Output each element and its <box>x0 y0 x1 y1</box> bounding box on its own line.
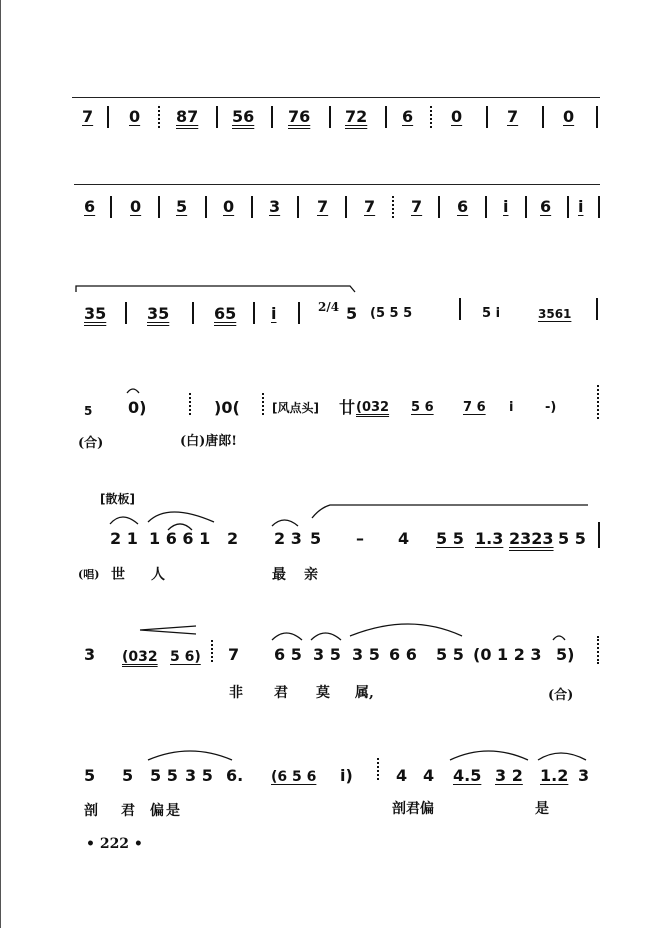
barline <box>596 298 598 320</box>
note-group: 3 2 <box>495 766 523 785</box>
note: i <box>509 400 514 415</box>
barline <box>485 196 487 218</box>
note-group: 5 i <box>482 306 501 321</box>
note: 5 <box>310 529 322 548</box>
barline <box>192 302 194 324</box>
staff-top-rule <box>74 184 600 185</box>
row5-slur-1 <box>110 517 138 524</box>
lyric: 最 <box>272 567 286 583</box>
note: 0 <box>451 107 463 126</box>
barline <box>542 106 544 128</box>
row6-slur-3 <box>350 624 462 636</box>
barline <box>486 106 488 128</box>
barline <box>459 298 461 320</box>
note: 72 <box>345 107 368 126</box>
note-group: 5 6 <box>411 400 434 415</box>
barline <box>110 196 112 218</box>
rest-group: )0( <box>214 398 240 417</box>
row5-slur-2 <box>148 512 214 522</box>
note: 4 <box>396 766 408 785</box>
note-group: 3 5 <box>185 766 213 785</box>
note-group: 6 5 <box>274 645 302 664</box>
lyric: 君 <box>274 685 288 701</box>
note: 6 <box>84 197 96 216</box>
row5-slur-4 <box>272 520 298 526</box>
lyric: 偏 <box>150 803 164 819</box>
note: 35 <box>147 304 170 323</box>
note: 7 <box>364 197 376 216</box>
barline <box>262 393 264 415</box>
fermata-note: 5 <box>346 304 358 323</box>
row7-slur-1 <box>148 751 232 760</box>
lyric-sing: (唱) <box>78 568 100 581</box>
row3-bracket <box>76 286 355 292</box>
free-meter-mark: 廿 <box>339 398 356 417</box>
note: 5 <box>84 766 96 785</box>
note: 4 <box>423 766 435 785</box>
barline <box>189 393 191 415</box>
note: 7 <box>317 197 329 216</box>
barline <box>567 196 569 218</box>
note-group: (032 <box>122 649 158 665</box>
lyric-chorus: (合) <box>78 436 104 451</box>
note-group: 2 1 <box>110 529 138 548</box>
row6-slur-2 <box>311 633 341 640</box>
barline <box>392 196 394 218</box>
note: 0 <box>130 197 142 216</box>
barline <box>329 106 331 128</box>
note: 56 <box>232 107 255 126</box>
row6-slur-1 <box>272 633 302 640</box>
note: 0 <box>129 107 141 126</box>
barline <box>216 106 218 128</box>
section-label: [散板] <box>100 492 135 506</box>
page-number: • 222 • <box>86 836 143 852</box>
lyric: 剖君偏 <box>392 801 434 817</box>
note: 65 <box>214 304 237 323</box>
note: 87 <box>176 107 199 126</box>
note-group: (5 5 5 <box>370 306 413 321</box>
barline <box>598 196 600 218</box>
note-group: 1.3 <box>475 529 504 548</box>
time-signature: 2/4 <box>318 300 340 314</box>
note-group: 6 6 <box>389 645 417 664</box>
note: 3 <box>269 197 281 216</box>
note: 5 <box>176 197 188 216</box>
note-group: 4.5 <box>453 766 482 785</box>
barline <box>596 106 598 128</box>
barline <box>253 302 255 324</box>
note: i) <box>340 766 353 785</box>
lyric-spoken: (白)唐郎! <box>180 434 238 449</box>
note: 6 <box>540 197 552 216</box>
lyric: 世 <box>111 567 125 583</box>
barline <box>438 196 440 218</box>
note: 76 <box>288 107 311 126</box>
fermata-note: 5) <box>556 645 575 664</box>
note: 0 <box>563 107 575 126</box>
barline <box>297 196 299 218</box>
barline <box>345 196 347 218</box>
note-group: (0 1 2 3 <box>473 645 542 664</box>
note: 6 <box>402 107 414 126</box>
note-group: 3 5 <box>313 645 341 664</box>
note: 7 <box>411 197 423 216</box>
note: i <box>578 197 584 216</box>
barline <box>598 522 600 548</box>
note-group: 1.2 <box>540 766 569 785</box>
note: -) <box>545 400 557 415</box>
note-group: 5 5 <box>436 645 464 664</box>
note-group: (032 <box>356 400 390 415</box>
row7-slur-3 <box>538 753 586 760</box>
note-group: 5 6) <box>170 649 201 665</box>
barline <box>271 106 273 128</box>
barline <box>597 385 599 419</box>
note-group: 5 5 <box>558 529 586 548</box>
note: i <box>271 304 277 323</box>
row7-slur-2 <box>450 751 528 760</box>
note-group: 2 3 <box>274 529 302 548</box>
page-left-edge <box>0 0 1 928</box>
note: 35 <box>84 304 107 323</box>
barline <box>158 196 160 218</box>
lyric: 莫 <box>316 685 330 701</box>
section-label: [风点头] <box>272 401 319 415</box>
row4-fermata <box>127 389 139 393</box>
lyric: 非 <box>229 685 243 701</box>
row6-crescendo <box>140 626 196 634</box>
lyric-chorus: (合) <box>548 688 574 703</box>
row6-fermata <box>553 636 565 640</box>
note-group: 2323 <box>509 529 554 548</box>
lyric: 亲 <box>304 567 318 583</box>
note: 5 <box>122 766 134 785</box>
dash: – <box>356 529 364 548</box>
barline <box>251 196 253 218</box>
note: 7 <box>82 107 94 126</box>
lyric: 是 <box>535 801 549 817</box>
lyric: 人 <box>151 567 165 583</box>
note-group: 3561 <box>538 307 572 321</box>
note: 0 <box>223 197 235 216</box>
note: 6 <box>457 197 469 216</box>
note-group: 5 5 <box>436 529 464 548</box>
note: 7 <box>507 107 519 126</box>
note: 2 <box>227 529 239 548</box>
barline <box>298 302 300 324</box>
note-group: (6 5 6 <box>271 769 317 785</box>
fermata-note: 0) <box>128 398 147 417</box>
barline <box>211 640 213 662</box>
lyric: 剖 <box>84 803 98 819</box>
row5-long-slur <box>312 505 588 518</box>
fermata-note: 6. <box>226 766 244 785</box>
note-group: 1 6 6 1 <box>149 529 211 548</box>
note: 5 <box>84 404 93 418</box>
barline <box>525 196 527 218</box>
barline <box>107 106 109 128</box>
barline <box>385 106 387 128</box>
barline <box>377 758 379 780</box>
barline <box>125 302 127 324</box>
staff-top-rule <box>72 97 600 98</box>
note: 4 <box>398 529 410 548</box>
barline <box>597 636 599 664</box>
note: 7 <box>228 645 240 664</box>
note-group: 5 5 <box>150 766 178 785</box>
lyric: 是 <box>166 803 180 819</box>
lyric: 君 <box>121 803 135 819</box>
note-group: 3 5 <box>352 645 380 664</box>
note: 3 <box>578 766 590 785</box>
barline <box>158 106 160 128</box>
note: i <box>503 197 509 216</box>
barline <box>205 196 207 218</box>
lyric: 属, <box>355 685 374 701</box>
barline <box>430 106 432 128</box>
note: 3 <box>84 645 96 664</box>
note-group: 7 6 <box>463 400 486 415</box>
